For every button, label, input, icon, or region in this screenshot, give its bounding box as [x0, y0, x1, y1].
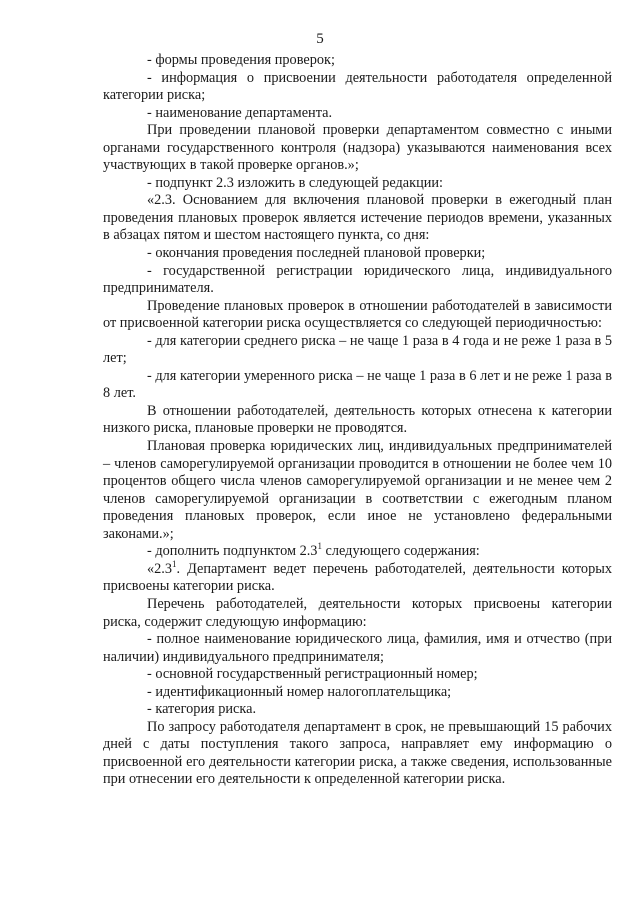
paragraph: По запросу работодателя департамент в срок, не превышающий 15 рабочих дней с даты поступления такого запроса, направляет ему информацию о присвоенной его деятельности категории риска, а также сведения, использованные при отнесении его деятельности к определенной категории риска. — [103, 718, 612, 788]
paragraph-addition — [103, 543, 612, 561]
paragraph: - полное наименование юридического лица, фамилия, имя и отчество (при наличии) индивидуального предпринимателя; — [103, 631, 612, 665]
text-fragment: следующего содержания: — [321, 543, 480, 560]
paragraph: Перечень работодателей, деятельности которых присвоены категории риска, содержит следующую информацию: — [103, 595, 612, 630]
document-body — [103, 52, 612, 789]
paragraph: - идентификационный номер налогоплательщика; — [147, 683, 452, 700]
text-fragment: - дополнить подпунктом 2.3 — [147, 543, 318, 560]
text-fragment: . Департамент ведет перечень работодателей, деятельности которых присвоены категории риска. — [103, 560, 612, 595]
paragraph: - для категории умеренного риска – не чаще 1 раза в 6 лет и не реже 1 раза в 8 лет. — [103, 367, 612, 402]
paragraph: - формы проведения проверок; — [147, 52, 335, 68]
paragraph: - подпункт 2.3 изложить в следующей редакции: — [147, 174, 444, 191]
paragraph: - окончания проведения последней плановой проверки; — [147, 245, 486, 262]
paragraph: - для категории среднего риска – не чаще 1 раза в 4 года и не реже 1 раза в 5 лет; — [103, 332, 612, 367]
text-fragment: «2.3 — [147, 560, 173, 577]
page-number: 5 — [316, 31, 324, 47]
superscript: 1 — [172, 559, 177, 570]
paragraph: Проведение плановых проверок в отношении работодателей в зависимости от присвоенной категории риска осуществляется со следующей периодичностью: — [103, 297, 612, 332]
paragraph: «2.3. Основанием для включения плановой проверки в ежегодный план проведения плановых проверок является истечение периодов времени, указанных в абзацах пятом и шестом настоящего пункта, со дня: — [103, 192, 612, 244]
paragraph: - наименование департамента. — [147, 104, 333, 121]
paragraph: - информация о присвоении деятельности работодателя определенной категории риска; — [103, 69, 612, 104]
superscript: 1 — [317, 541, 322, 552]
paragraph: - основной государственный регистрационный номер; — [147, 666, 478, 683]
paragraph-new-item — [103, 561, 612, 596]
paragraph: - категория риска. — [147, 701, 257, 718]
paragraph: В отношении работодателей, деятельность которых отнесена к категории низкого риска, плановые проверки не проводятся. — [103, 402, 612, 437]
paragraph: Плановая проверка юридических лиц, индивидуальных предпринимателей – членов саморегулируемой организации проводится в отношении не более чем 10 процентов общего числа членов саморегулируемой организации и не менее чем 2 членов саморегулируемой организации в соответствии с ежегодным планом проведения плановых проверок, если иное не установлено федеральными законами.»; — [103, 438, 612, 542]
paragraph: - государственной регистрации юридического лица, индивидуального предпринимателя. — [103, 262, 612, 297]
paragraph: При проведении плановой проверки департаментом совместно с иными органами государственного контроля (надзора) указываются наименования всех участвующих в такой проверке органов.»; — [103, 122, 612, 174]
